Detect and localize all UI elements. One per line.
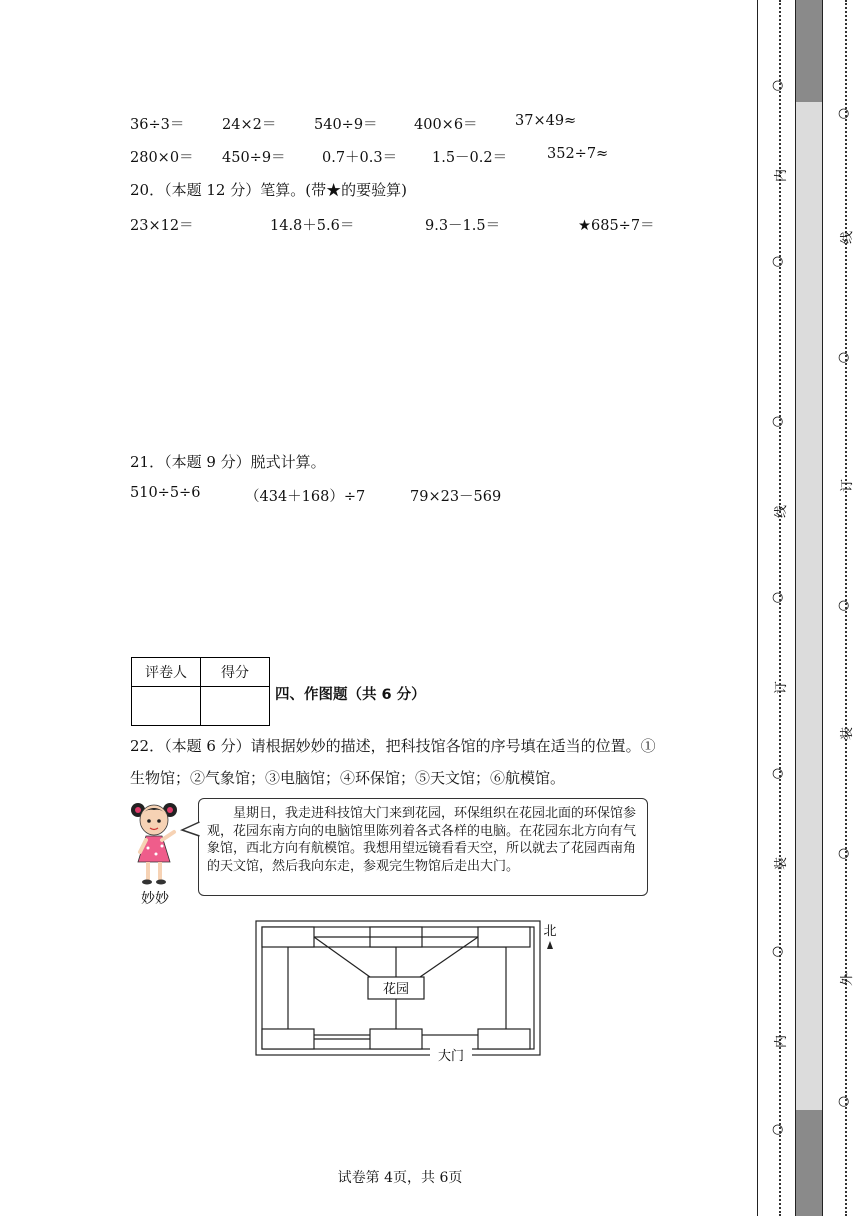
oral-item: 36÷3＝ [130, 117, 185, 133]
score-cell[interactable] [201, 687, 270, 726]
q22-line-2: 生物馆；②气象馆；③电脑馆；④环保馆；⑤天文馆；⑥航模馆。 [130, 769, 566, 787]
binding-circle: ○ [772, 944, 784, 959]
bubble-tail [180, 820, 202, 840]
page-number: 试卷第 4页，共 6页 [337, 1170, 463, 1186]
score-header: 得分 [201, 658, 270, 687]
grader-header: 评卷人 [132, 658, 201, 687]
binding-circle: ○ [838, 1094, 850, 1109]
binding-circle: ○ [772, 1122, 784, 1137]
grader-cell[interactable] [132, 687, 201, 726]
binding-label: 线 [840, 230, 856, 245]
binding-label: 装 [774, 856, 790, 871]
q21-item: 79×23－569 [410, 489, 502, 505]
oral-item: 0.7＋0.3＝ [322, 150, 398, 166]
binding-circle: ○ [838, 598, 850, 613]
binding-label: 内 [774, 168, 790, 183]
oral-item: 37×49≈ [515, 113, 577, 129]
q20-item: 9.3－1.5＝ [425, 218, 501, 234]
binding-circle: ○ [838, 106, 850, 121]
q22-text [130, 730, 730, 794]
q20-item: 14.8＋5.6＝ [270, 218, 355, 234]
binding-label: 线 [774, 504, 790, 519]
binding-circle: ○ [772, 78, 784, 93]
q21-item: （434＋168）÷7 [245, 489, 366, 505]
page-footer [0, 1167, 860, 1187]
dialog-text: 星期日，我走进科技馆大门来到花园，环保组织在花园北面的环保馆参观，花园东南方向的电脑馆里陈列着各式各样的电脑。在花园东北方向有气象馆，西北方向有航模馆。我想用望远镜看看天空，所以就去了花园西南角的天文馆，然后我向东走，参观完生物馆后走出大门。 [207, 806, 637, 874]
north-label: 北 [543, 924, 557, 939]
gate-label: 大门 [437, 1049, 465, 1064]
q22-line-1: 22．（本题 6 分）请根据妙妙的描述，把科技馆各馆的序号填在适当的位置。① [130, 737, 656, 755]
q21-item: 510÷5÷6 [130, 485, 201, 501]
oral-item: 24×2＝ [222, 117, 277, 133]
q20-item: ★685÷7＝ [578, 218, 655, 234]
museum-map [250, 915, 570, 1065]
binding-label: 订 [774, 680, 790, 695]
binding-circle: ○ [838, 846, 850, 861]
north-arrow-icon [547, 941, 553, 949]
q20-title: 20．（本题 12 分）笔算。(带★的要验算) [130, 181, 407, 199]
oral-item: 280×0＝ [130, 150, 194, 166]
oral-item: 450÷9＝ [222, 150, 286, 166]
garden-label: 花园 [382, 982, 410, 997]
binding-circle: ○ [772, 590, 784, 605]
binding-circle: ○ [772, 254, 784, 269]
score-table [131, 657, 270, 726]
binding-circle: ○ [772, 414, 784, 429]
speech-bubble [198, 798, 648, 896]
oral-item: 540÷9＝ [314, 117, 378, 133]
q21-title: 21．（本题 9 分）脱式计算。 [130, 453, 326, 471]
oral-item: 352÷7≈ [547, 146, 609, 162]
binding-label: 装 [840, 726, 856, 741]
oral-item: 1.5－0.2＝ [432, 150, 508, 166]
binding-circle: ○ [838, 350, 850, 365]
binding-label: 订 [840, 478, 856, 493]
binding-circle: ○ [772, 766, 784, 781]
girl-illustration [126, 798, 190, 890]
binding-label: 内 [774, 1034, 790, 1049]
section-title: 四、作图题（共 6 分） [275, 687, 426, 703]
q20-item: 23×12＝ [130, 218, 194, 234]
girl-name: 妙妙 [141, 891, 169, 907]
oral-item: 400×6＝ [414, 117, 478, 133]
binding-label: 外 [840, 972, 856, 987]
